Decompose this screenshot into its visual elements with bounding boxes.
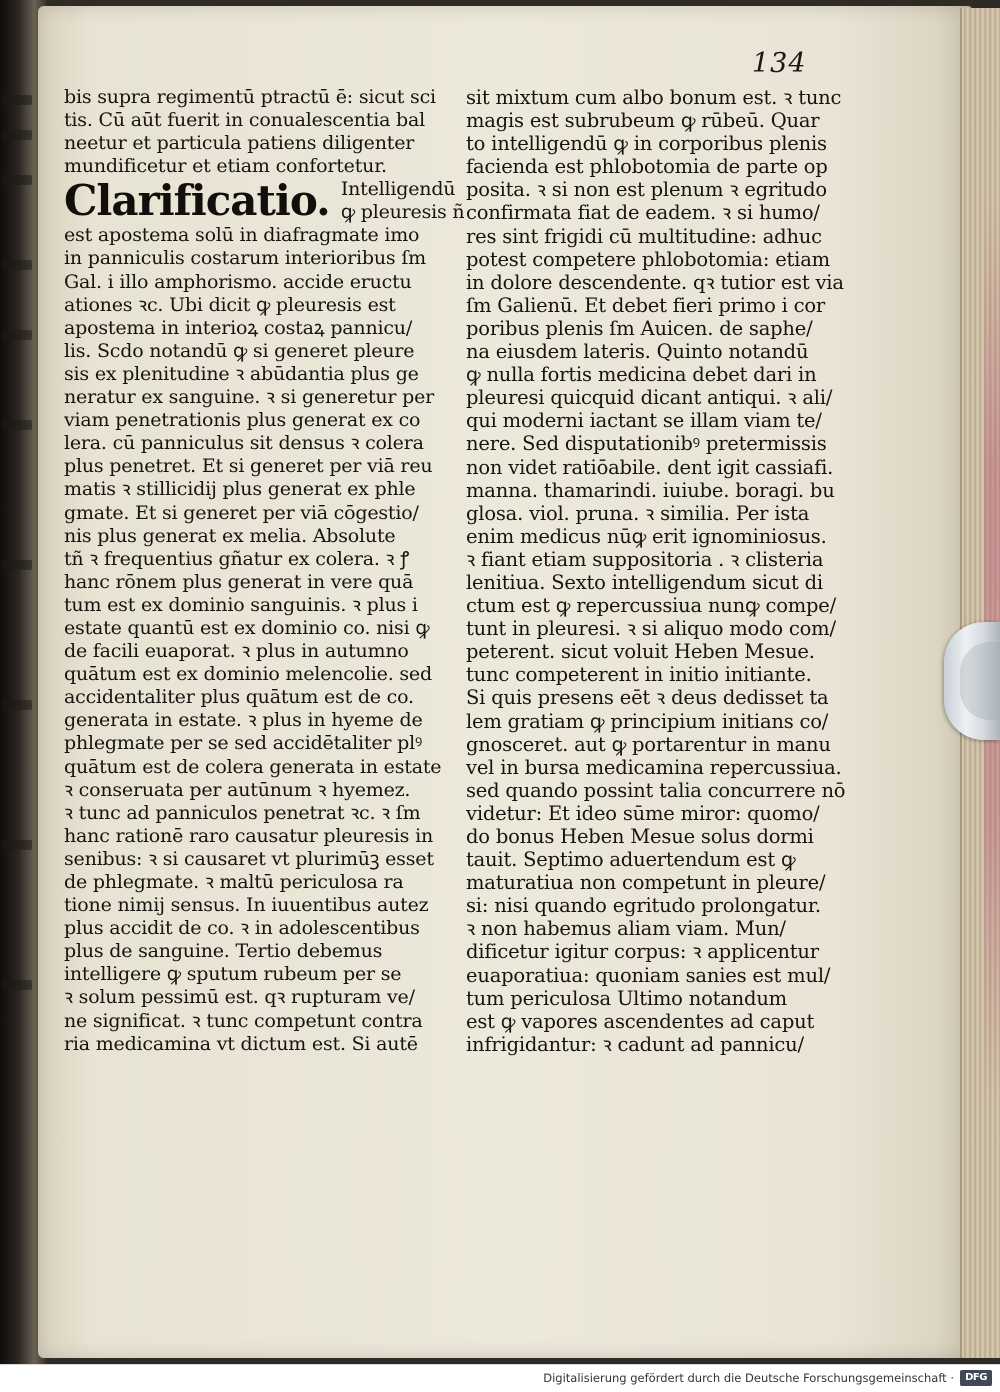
text-fragment: [2, 560, 32, 570]
text-line: videtur: Et ideo sūme miror: quomo/: [466, 801, 820, 825]
text-line: maturatiua non competunt in pleure/: [466, 871, 826, 895]
text-line: peterent. sicut voluit Heben Mesue.: [466, 640, 815, 664]
text-line: plus accidit de co. ꝛ in adolescentibus: [64, 917, 420, 940]
text-line: Gal. i illo amphorismo. accide eructu: [64, 270, 412, 293]
text-line: tis. Cū aūt fuerit in conualescentia bal: [64, 109, 426, 132]
text-line: ꝙ nulla fortis medicina debet dari in: [466, 363, 817, 387]
text-line: in dolore descendente. qꝛ tutior est via: [466, 270, 844, 294]
text-line: confirmata fiat de eadem. ꝛ si humo/: [466, 201, 820, 225]
text-line: potest competere phlobotomia: etiam: [466, 247, 830, 271]
text-line: phlegmate per se sed accidētaliter plꝰ: [64, 732, 423, 755]
text-line: lenitiua. Sexto intelligendum sicut di: [466, 570, 823, 594]
text-line: intelligere ꝙ sputum rubeum per se: [64, 963, 402, 986]
text-line: tum periculosa Ultimo notandum: [466, 986, 787, 1010]
text-line: tum est ex dominio sanguinis. ꝛ plus i: [64, 593, 418, 616]
text-line: ſm Galienū. Et debet fieri primo i cor: [466, 293, 826, 317]
text-line: lis. Scdo notandū ꝙ si generet pleure: [64, 339, 415, 362]
text-line: non videt ratiōabile. dent igit cassiafi.: [466, 455, 834, 479]
text-line: ꝛ tunc ad panniculos penetrat ꝛc. ꝛ ſm: [64, 801, 421, 824]
text-line: gmate. Et si generet per viā cōgestio/: [64, 501, 419, 524]
text-line: si: nisi quando egritudo prolongatur.: [466, 894, 821, 918]
text-fragment: [2, 130, 32, 140]
text-line: mundificetur et etiam confortetur.: [64, 155, 387, 178]
text-line: hanc rationē raro causatur pleuresis in: [64, 824, 433, 847]
text-line: quātum est ex dominio melencolie. sed: [64, 663, 432, 686]
dfg-logo: DFG: [960, 1370, 992, 1386]
text-line: tunc competerent in initio initiante.: [466, 663, 812, 687]
text-fragment: [2, 175, 32, 185]
page-clip: [944, 622, 1000, 740]
text-line: ria medicamina vt dictum est. Si autē: [64, 1032, 418, 1055]
text-line: posita. ꝛ si non est plenum ꝛ egritudo: [466, 178, 827, 202]
heading-tail-text: [341, 178, 465, 224]
text-line: qui moderni iactant se illam viam te/: [466, 409, 822, 433]
text-line: Si quis presens eēt ꝛ deus dedisset ta: [466, 686, 829, 710]
text-fragment: [2, 700, 32, 710]
text-line: viam penetrationis plus generat ex co: [64, 409, 421, 432]
right-text-column: [466, 86, 856, 1056]
text-line: senibus: ꝛ si causaret vt plurimūꝫ esset: [64, 847, 434, 870]
text-line: plus penetret. Et si generet per viā reu: [64, 455, 433, 478]
text-line: ationes ꝛc. Ubi dicit ꝙ pleuresis est: [64, 293, 396, 316]
folio-number: 134: [752, 48, 807, 79]
text-line: matis ꝛ stillicidij plus generat ex phle: [64, 478, 416, 501]
text-line: pleuresi quicquid dicant antiqui. ꝛ ali/: [466, 386, 833, 410]
text-line: ꝛ conseruata per autūnum ꝛ hyemez.: [64, 778, 411, 801]
text-fragment: [2, 840, 32, 850]
text-line: est ꝙ vapores ascendentes ad caput: [466, 1009, 815, 1033]
text-line: enim medicus nūꝙ erit ignominiosus.: [466, 524, 827, 548]
text-line: neetur et particula patiens diligenter: [64, 132, 415, 155]
text-line: glosa. viol. pruna. ꝛ similia. Per ista: [466, 501, 810, 525]
text-line: to intelligendū ꝙ in corporibus plenis: [466, 132, 827, 156]
text-fragment: [2, 980, 32, 990]
text-line: ꝛ non habemus aliam viam. Mun/: [466, 917, 786, 941]
text-line: ꝛ fiant etiam suppositoria . ꝛ clisteria: [466, 547, 824, 571]
text-line: ne significat. ꝛ tunc competunt contra: [64, 1009, 423, 1032]
text-fragment: [2, 95, 32, 105]
text-line: manna. thamarindi. iuiube. boragi. bu: [466, 478, 835, 502]
text-line: ꝙ pleuresis ñ: [340, 201, 465, 224]
text-line: bis supra regimentū ptractū ē: sicut sci: [64, 86, 436, 108]
text-line: euaporatiua: quoniam sanies est mul/: [466, 963, 831, 987]
text-line: magis est subrubeum ꝙ rūbeū. Quar: [466, 109, 820, 133]
text-line: apostema in interioꝝ costaꝝ pannicu/: [64, 316, 413, 339]
section-heading: Clarificatio.: [64, 176, 330, 226]
text-line: est apostema solū in diafragmate imo: [64, 224, 420, 247]
text-line: lera. cū panniculus sit densus ꝛ colera: [64, 432, 424, 455]
text-line: nere. Sed disputationibꝰ pretermissis: [466, 432, 827, 456]
text-line: sit mixtum cum albo bonum est. ꝛ tunc: [466, 86, 842, 109]
text-fragment: [2, 420, 32, 430]
text-line: nis plus generat ex melia. Absolute: [64, 524, 396, 547]
text-line: lem gratiam ꝙ principium initians co/: [466, 709, 829, 733]
text-line: de facili euaporat. ꝛ plus in autumno: [64, 640, 409, 663]
text-line: infrigidantur: ꝛ cadunt ad pannicu/: [466, 1032, 804, 1056]
text-line: accidentaliter plus quātum est de co.: [64, 686, 414, 709]
text-line: vel in bursa medicamina repercussiua.: [466, 755, 842, 779]
text-line: ꝛ solum pessimū est. qꝛ rupturam ve/: [64, 986, 415, 1009]
text-line: estate quantū est ex dominio co. nisi ꝙ: [64, 616, 430, 639]
text-line: tunt in pleuresi. ꝛ si aliquo modo com/: [466, 617, 836, 641]
text-line: tione nimij sensus. In iuuentibus autez: [64, 894, 429, 917]
text-line: do bonus Heben Mesue solus dormi: [466, 825, 814, 848]
text-line: res sint frigidi cū multitudine: adhuc: [466, 224, 822, 248]
text-line: dificetur igitur corpus: ꝛ applicentur: [466, 940, 819, 964]
text-line: neratur ex sanguine. ꝛ si generetur per: [64, 386, 435, 409]
text-line: generata in estate. ꝛ plus in hyeme de: [64, 709, 423, 732]
text-line: sed quando possint talia concurrere nō: [466, 778, 846, 802]
text-line: sis ex plenitudine ꝛ abūdantia plus ge: [64, 362, 419, 385]
funding-credit: Digitalisierung gefördert durch die Deutsche Forschungsgemeinschaft ·: [543, 1371, 954, 1385]
text-line: plus de sanguine. Tertio debemus: [64, 940, 383, 963]
section-heading-row: [64, 176, 465, 226]
footer-bar: [0, 1364, 1000, 1392]
text-fragment: [2, 260, 32, 270]
text-line: in panniculis costarum interioribus ſm: [64, 247, 426, 270]
text-line: tauit. Septimo aduertendum est ꝙ: [466, 848, 796, 872]
left-text-column: [64, 86, 465, 1056]
text-line: hanc rōnem plus generat in vere quā: [64, 570, 414, 593]
text-line: na eiusdem lateris. Quinto notandū: [466, 340, 809, 364]
text-line: Intelligendū: [340, 178, 456, 201]
text-line: quātum est de colera generata in estate: [64, 755, 442, 778]
text-line: de phlegmate. ꝛ maltū periculosa ra: [64, 871, 404, 893]
text-line: gnosceret. aut ꝙ portarentur in manu: [466, 732, 831, 756]
text-line: facienda est phlobotomia de parte op: [466, 155, 828, 179]
clip-inner: [960, 642, 1000, 720]
text-fragment: [2, 330, 32, 340]
text-line: ctum est ꝙ repercussiua nunꝙ compe/: [466, 594, 837, 618]
text-line: poribus plenis ſm Auicen. de saphe/: [466, 316, 813, 340]
text-line: tñ ꝛ frequentius gñatur ex colera. ꝛ ꝭ: [64, 547, 409, 570]
